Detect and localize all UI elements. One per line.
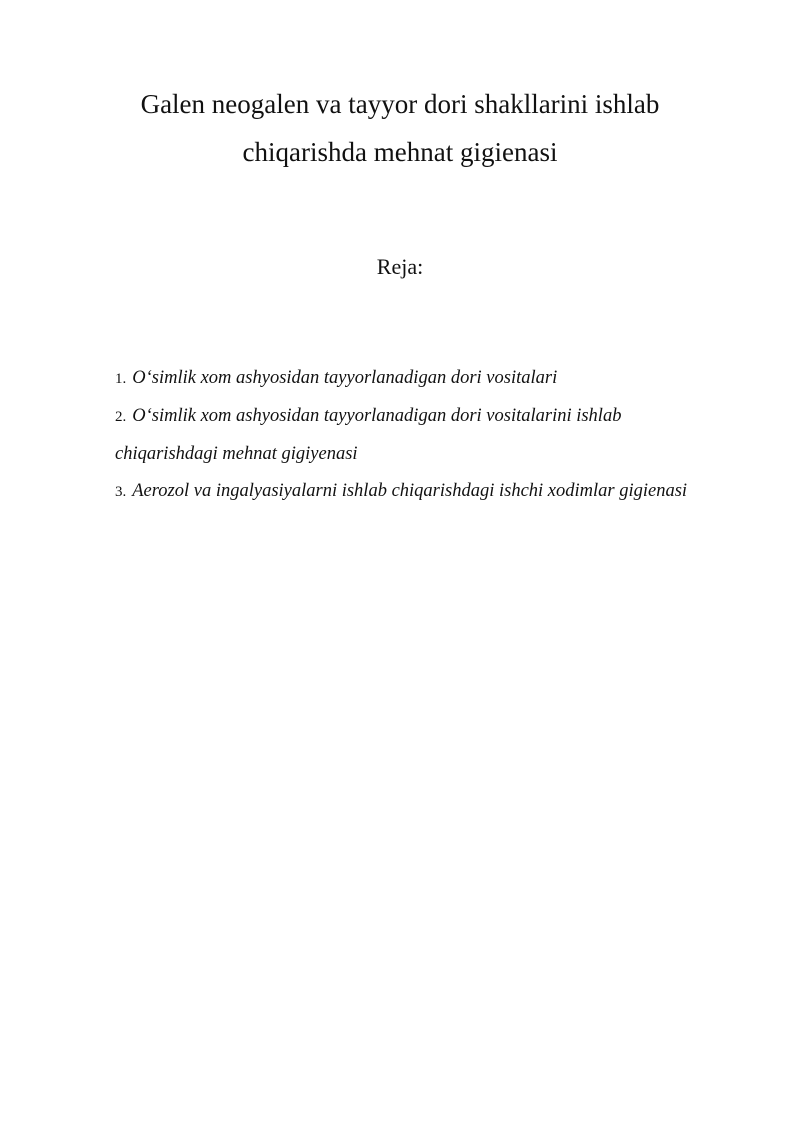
plan-list-item-2 bbox=[115, 398, 720, 473]
plan-item-number: 2. bbox=[115, 409, 127, 425]
plan-list-item-1 bbox=[115, 360, 720, 398]
plan-list-item-3 bbox=[115, 473, 720, 511]
plan-heading: Reja: bbox=[376, 254, 424, 279]
document-title bbox=[80, 0, 720, 176]
plan-item-number: 1. bbox=[115, 371, 127, 387]
document-title-line-2: chiqarishda mehnat gigienasi bbox=[242, 137, 558, 167]
plan-item-text: O‘simlik xom ashyosidan tayyorlanadigan dori vositalari bbox=[132, 368, 558, 388]
plan-item-text: O‘simlik xom ashyosidan tayyorlanadigan dori vositalarini ishlab chiqarishdagi mehnat gigiyenasi bbox=[115, 406, 622, 464]
document-title-line-1: Galen neogalen va tayyor dori shakllarini ishlab bbox=[140, 89, 660, 119]
plan-item-text: Aerozol va ingalyasiyalarni ishlab chiqarishdagi ishchi xodimlar gigienasi bbox=[132, 481, 688, 501]
plan-item-number: 3. bbox=[115, 484, 127, 500]
plan-list bbox=[0, 280, 800, 511]
